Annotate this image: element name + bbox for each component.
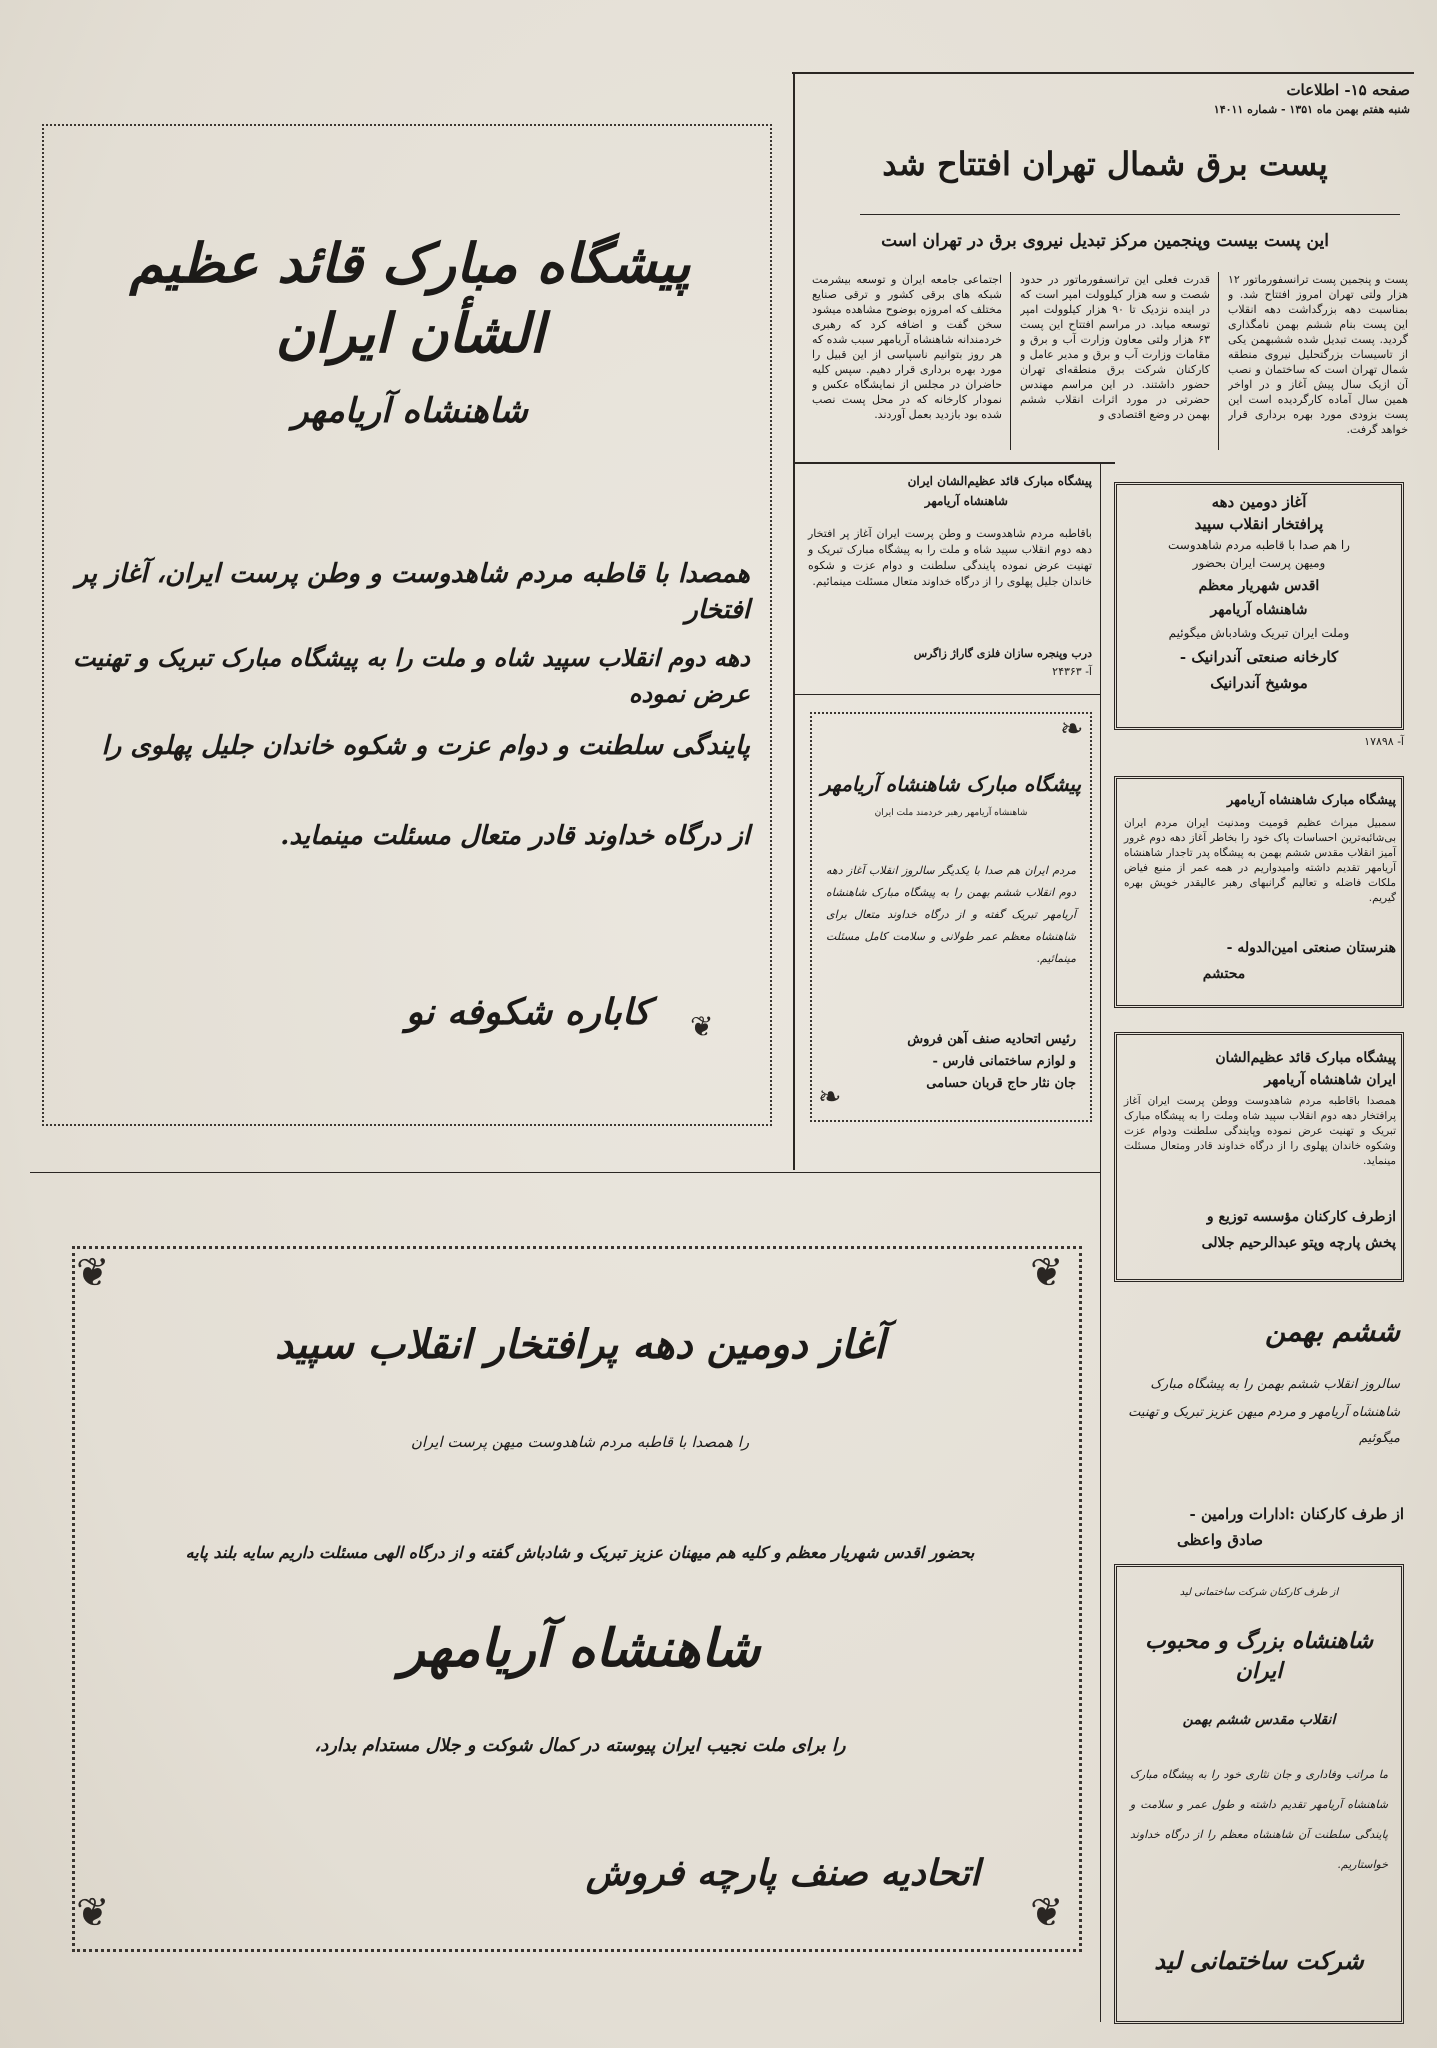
- kabareh-line-3: پایندگی سلطنت و دوام عزت و شکوه خاندان جلیل پهلوی را: [101, 731, 750, 761]
- andranik-line-8: کارخانه صنعتی آندرانیک -: [1179, 648, 1339, 666]
- corner-ornament-icon: ❦: [1030, 1890, 1064, 1936]
- news-subhead: این پست بیست وپنجمین مرکز تبدیل نیروی برق در تهران است: [881, 231, 1329, 251]
- corner-ornament-icon: ❧: [818, 1080, 842, 1113]
- ahan-ad-sig-2: و لوازم ساختمانی فارس -: [932, 1054, 1076, 1069]
- jalali-ad-title-2: ایران شاهنشاه آریامهر: [1264, 1072, 1396, 1088]
- jalali-ad-body: همصدا باقاطبه مردم شاهدوست ووطن پرست ایران آغاز پرافتخار دهه دوم انقلاب سپید شاه وملت را به پیشگاه مبارک تبریک و تهنیت عرض نموده وپایندگی سلطنت ودوام عزت وشکوه خاندان پهلوی را از درگاه خداوند قادر ومتعال مسئلت مینماید.: [1124, 1095, 1396, 1167]
- gaz-ad-right-rule: [1100, 462, 1101, 702]
- gaz-ad-code: آ- ۲۴۳۶۳: [1052, 665, 1092, 678]
- andranik-code: آ- ۱۷۸۹۸: [1364, 735, 1404, 748]
- middle-rule: [30, 1172, 1100, 1173]
- jalali-ad-sig-2: پخش پارچه وپتو عبدالرحیم جلالی: [1201, 1235, 1396, 1251]
- kabareh-line-4: از درگاه خداوند قادر متعال مسئلت مینماید.: [280, 821, 750, 851]
- andranik-line-5: اقدس شهریار معظم: [1198, 578, 1320, 594]
- gaz-ad-signature: درب وپنجره سازان فلزی گاراژ زاگرس: [913, 647, 1092, 660]
- news-bottom-rule: [795, 462, 1115, 464]
- andranik-line-2: پرافتخار انقلاب سپید: [1194, 515, 1324, 533]
- amin-ad-body: سمبیل میراث عظیم قومیت ومدنیت ایران مردم ایران بی‌شائبه‌ترین احساسات پاک خود را بخاطر آغاز دهه دوم غرور آمیز انقلاب مقدس ششم بهمن به پیشگاه پدر تاجدار شاهنشاه آریامهر تقدیم داشته وامیدواریم در همه عمر از منبع فیاض ملکات فاضله و تعالیم گرانبهای رهبر عالیقدر خویش بهره گیریم.: [1124, 817, 1396, 904]
- kabareh-subtitle: شاهنشاه آریامهر: [292, 391, 528, 431]
- ahan-ad-body: مردم ایران هم صدا با یکدیگر سالروز انقلاب آغاز دهه دوم انقلاب ششم بهمن را به پیشگاه مبارک شاهنشاه آریامهر تبریک گفته و از درگاه خداوند متعال برای شاهنشاه معظم عمر طولانی و سلامت کامل مسئلت مینمائیم.: [826, 864, 1076, 965]
- lid-ad-title: شاهنشاه بزرگ و محبوب ایران: [1144, 1628, 1374, 1684]
- page-label: صفحه ۱۵- اطلاعات: [1286, 81, 1410, 99]
- news-column-1: پست و پنجمین پست ترانسفورماتور ۱۲ هزار ولتی تهران امروز افتتاح شد. و بمناسبت دهه بزرگداشت دهه انقلاب این پست بنام ششم بهمن نامگذاری گردید. پست تبدیل شده ششبهمن یکی از تاسیسات بزرگتحلیل نیروی منطقه شمال تهران است که ساختمان و نصب آن ازیک سال پیش آغاز و در اواخر همین سال آماده کارگردیده است این پست بزودی مورد بهره برداری قرار خواهد گرفت.: [1228, 273, 1408, 436]
- varamin-ad-sig-2: صادق واعظی: [1176, 1531, 1263, 1549]
- corner-ornament-icon: ❦: [1030, 1250, 1064, 1296]
- parcheh-ad-name: شاهنشاه آریامهر: [399, 1618, 761, 1679]
- parcheh-ad-line: بحضور اقدس شهریار معظم و کلیه هم میهنان عزیز تبریک و شادباش گفته و از درگاه الهی مسئلت داریم سایه بلند پایه: [185, 1543, 975, 1562]
- lid-ad-sub: انقلاب مقدس ششم بهمن: [1182, 1712, 1336, 1728]
- headline-rule: [860, 214, 1400, 215]
- ahan-ad-sig-3: جان نثار حاج قربان حسامی: [926, 1076, 1076, 1091]
- ahan-ad-title: پیشگاه مبارک شاهنشاه آریامهر: [820, 772, 1082, 796]
- news-column-3: اجتماعی جامعه ایران و توسعه بیشرمت شبکه های برقی کشور و ترقی صنایع مختلف که امروزه بوضوح مشاهده میشود سخن گفت و اضافه کرد که رهبری خردمندانه شاهنشاه آریامهر سبب شده که هر روز بتوانیم ناسپاسی از این قبیل را مورد بهره برداری قرار دهیم. سپس کلیه حاضران در مجلس از نمایشگاه عکس و نمودار کارخانه که در محل پست نصب شده بود بازدید بعمل آوردند.: [812, 273, 1002, 421]
- jalali-ad-title-1: پیشگاه مبارک قائد عظیم‌الشان: [1215, 1050, 1396, 1066]
- varamin-ad-line-2: شاهنشاه آریامهر و مردم میهن عزیز تبریک و تهنیت میگوئیم: [1128, 1405, 1400, 1446]
- varamin-ad-line-1: سالروز انقلاب ششم بهمن را به پیشگاه مبارک: [1150, 1377, 1400, 1392]
- corner-ornament-icon: ❧: [1060, 712, 1084, 745]
- kabareh-signature: کاباره شکوفه نو: [405, 991, 650, 1033]
- kabareh-title: پیشگاه مبارک قائد عظیم الشأن ایران: [129, 231, 691, 365]
- kabareh-line-2: دهه دوم انقلاب سپید شاه و ملت را به پیشگاه مبارک تبریک و تهنیت عرض نموده: [73, 643, 750, 708]
- amin-ad-title: پیشگاه مبارک شاهنشاه آریامهر: [1226, 793, 1396, 808]
- top-rule: [792, 72, 1414, 74]
- andranik-line-1: آغاز دومین دهه: [1211, 493, 1307, 511]
- andranik-line-4: ومیهن پرست ایران بحضور: [1192, 556, 1326, 570]
- amin-ad-sig-2: محتشم: [1202, 966, 1246, 982]
- lid-ad-signature: شرکت ساختمانی لید: [1154, 1946, 1364, 1975]
- gaz-ad-title: پیشگاه مبارک قائد عظیم‌الشان ایران: [907, 474, 1092, 488]
- gaz-ad-bottom-rule: [795, 694, 1100, 695]
- amin-ad-sig-1: هنرستان صنعتی امین‌الدوله -: [1226, 940, 1396, 956]
- corner-ornament-icon: ❦: [76, 1890, 110, 1936]
- varamin-ad-title: ششم بهمن: [1264, 1315, 1400, 1348]
- ahan-ad-subtitle: شاهنشاه آریامهر رهبر خردمند ملت ایران: [874, 808, 1028, 818]
- col-rule-2: [1010, 272, 1011, 450]
- gaz-ad-subtitle: شاهنشاه آریامهر: [924, 494, 1008, 508]
- ornament-icon: ❦: [690, 1010, 714, 1043]
- parcheh-ad-wish: را برای ملت نجیب ایران پیوسته در کمال شوکت و جلال مستدام بدارد،: [314, 1735, 846, 1756]
- news-column-2: قدرت فعلی این ترانسفورماتور در حدود شصت و سه هزار کیلوولت امپر است که در اینده نزدیک تا ۹۰ هزار کیلوولت امپر توسعه میابد. در مراسم افتتاح این پست ۶۳ هزار ولتی معاون وزارت آب و برق و مقامات وزارت آب و برق و مدیر عامل و کارکنان شرکت برق منطقه‌ای تهران حضور داشتند. در این مراسم مهندس حضرتی در مورد اثرات انقلاب ششم بهمن در وضع اقتصادی و: [1020, 273, 1210, 421]
- lid-ad-top: از طرف کارکنان شرکت ساختمانی لید: [1179, 1587, 1339, 1598]
- corner-ornament-icon: ❦: [76, 1250, 110, 1296]
- varamin-ad-sig-1: از طرف کارکنان :ادارات ورامین -: [1189, 1505, 1404, 1523]
- jalali-ad-sig-1: ازطرف کارکنان مؤسسه توزیع و: [1206, 1209, 1396, 1225]
- parcheh-ad-title: آغاز دومین دهه پرافتخار انقلاب سپید: [274, 1321, 886, 1368]
- ahan-ad-sig-1: رئیس اتحادیه صنف آهن فروش: [907, 1032, 1076, 1047]
- lid-ad-body: ما مراتب وفاداری و جان نثاری خود را به پیشگاه مبارک شاهنشاه آریامهر تقدیم داشته و طول عمر و سلامت و پایندگی سلطنت آن شاهنشاه معظم را از درگاه خداوند خواستاریم.: [1130, 1768, 1388, 1871]
- andranik-line-7: وملت ایران تبریک وشادباش میگوئیم: [1168, 626, 1350, 640]
- gaz-ad-body: باقاطبه مردم شاهدوست و وطن پرست ایران آغاز پر افتخار دهه دوم انقلاب سپید شاه و ملت را به پیشگاه مبارک تبریک و تهنیت عرض نموده پایندگی سلطنت و دوام عزت و شکوه خاندان جلیل پهلوی را از درگاه خداوند متعال مسئلت مینمائیم.: [808, 527, 1092, 588]
- issue-date: شنبه هفتم بهمن ماه ۱۳۵۱ - شماره ۱۴۰۱۱: [1213, 103, 1410, 116]
- kabareh-line-1: همصدا با قاطبه مردم شاهدوست و وطن پرست ایران، آغاز پر افتخار: [75, 559, 750, 625]
- news-headline: پست برق شمال تهران افتتاح شد: [882, 145, 1328, 183]
- andranik-line-6: شاهنشاه آریامهر: [1210, 602, 1308, 618]
- column-divider: [793, 72, 795, 1170]
- col-rule-1: [1218, 272, 1219, 450]
- parcheh-ad-intro: را همصدا با قاطبه مردم شاهدوست میهن پرست ایران: [410, 1433, 750, 1451]
- andranik-line-3: را هم صدا با قاطبه مردم شاهدوست: [1168, 538, 1350, 552]
- andranik-line-9: موشیخ آندرانیک: [1210, 674, 1308, 692]
- parcheh-ad-signature: اتحادیه صنف پارچه فروش: [585, 1852, 980, 1894]
